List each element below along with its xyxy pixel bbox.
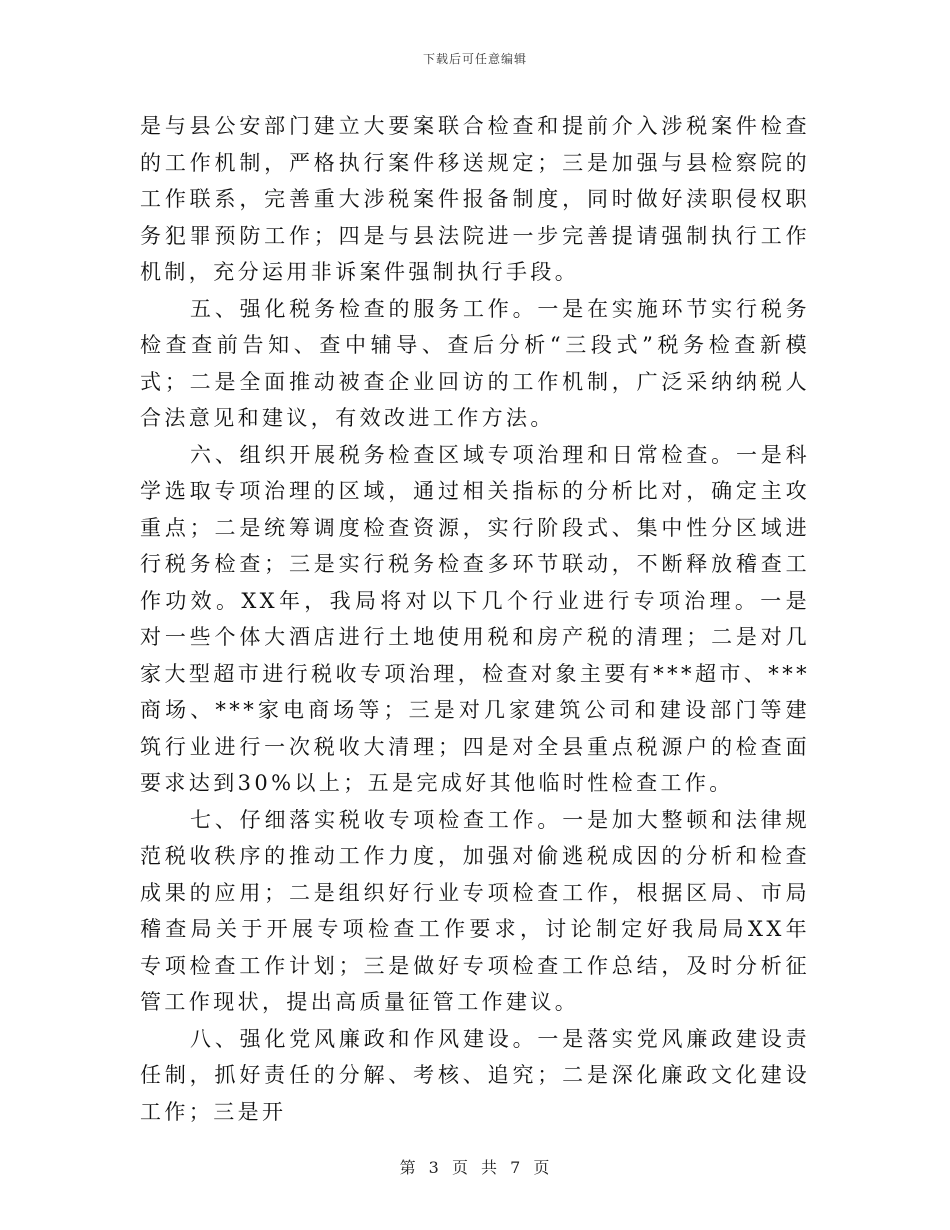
paragraph-section-six: 六、组织开展税务检查区域专项治理和日常检查。一是科学选取专项治理的区域，通过相关指标的分析比对，确定主攻重点；二是统筹调度检查资源，实行阶段式、集中性分区域进行税务检查；三是实行税务检查多环节联动，不断释放稽查工作功效。XX年，我局将对以下几个行业进行专项治理。一是对一些个体大酒店进行土地使用税和房产税的清理；二是对几家大型超市进行税收专项治理，检查对象主要有***超市、***商场、***家电商场等；三是对几家建筑公司和建设部门等建筑行业进行一次税收大清理；四是对全县重点税源户的检查面要求达到30%以上；五是完成好其他临时性检查工作。: [140, 442, 810, 795]
paragraph-section-eight: 八、强化党风廉政和作风建设。一是落实党风廉政建设责任制，抓好责任的分解、考核、追究；二是深化廉政文化建设工作；三是开: [140, 1026, 810, 1124]
paragraph-cooperation: 是与县公安部门建立大要案联合检查和提前介入涉税案件检查的工作机制，严格执行案件移送规定；三是加强与县检察院的工作联系，完善重大涉税案件报备制度，同时做好渎职侵权职务犯罪预防工作；四是与县法院进一步完善提请强制执行工作机制，充分运用非诉案件强制执行手段。: [140, 114, 810, 284]
page-number-footer: 第 3 页 共 7 页: [399, 1158, 551, 1177]
paragraph-section-five: 五、强化税务检查的服务工作。一是在实施环节实行税务检查查前告知、查中辅导、查后分析“三段式”税务检查新模式；二是全面推动被查企业回访的工作机制，广泛采纳纳税人合法意见和建议，有效改进工作方法。: [140, 296, 810, 430]
page-header: 下载后可任意编辑: [422, 52, 527, 66]
document-body: [140, 108, 810, 1130]
paragraph-section-seven: 七、仔细落实税收专项检查工作。一是加大整顿和法律规范税收秩序的推动工作力度，加强对偷逃税成因的分析和检查成果的应用；二是组织好行业专项检查工作，根据区局、市局稽查局关于开展专项检查工作要求，讨论制定好我局局XX年专项检查工作计划；三是做好专项检查工作总结，及时分析征管工作现状，提出高质量征管工作建议。: [140, 807, 810, 1014]
